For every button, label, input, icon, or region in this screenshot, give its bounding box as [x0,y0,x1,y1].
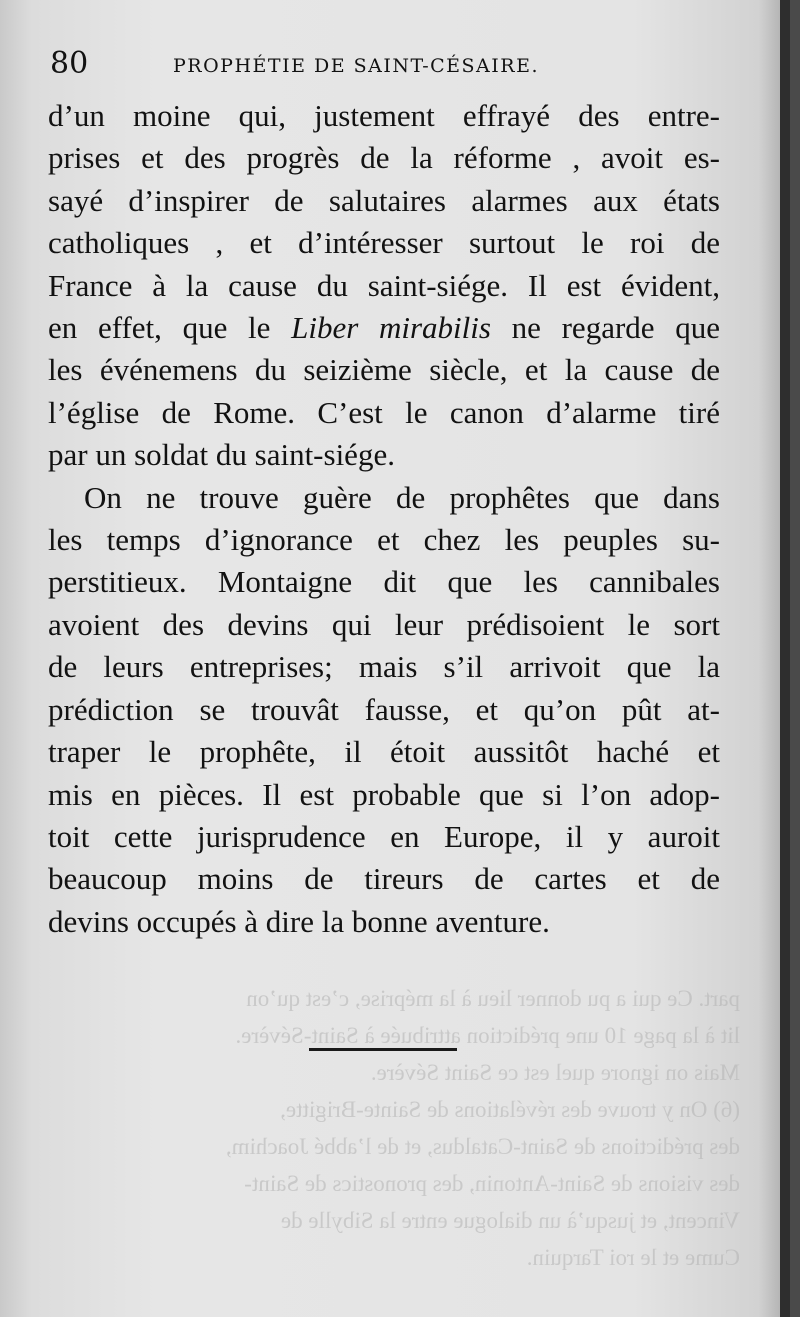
text-line: prises et des progrès de la réforme , avoit es- [48,140,720,176]
text-line: sayé d’inspirer de salutaires alarmes aux états [48,182,720,218]
ghost-line: Vincent, et jusqu’à un dialogue entre la Sibylle de [280,1208,740,1233]
running-head: PROPHÉTIE DE SAINT-CÉSAIRE. [173,55,539,77]
paragraph [48,477,720,943]
text-line: toit cette jurisprudence en Europe, il y auroit [48,818,720,854]
text-line: d’un moine qui, justement effrayé des entre- [48,98,720,133]
text-line: de leurs entreprises; mais s’il arrivoit que la [48,649,720,685]
text-segment: en effet, que le [48,310,292,346]
bleed-through-text [40,980,740,1276]
text-line [48,307,720,349]
text-line: beaucoup moins de tireurs de cartes et de [48,861,720,897]
book-gutter-edge [780,0,790,1317]
ghost-line: Cume et le roi Tarquin. [526,1245,740,1270]
paragraph [48,95,720,477]
text-line: traper le prophête, il étoit aussitôt haché et [48,734,720,770]
ghost-line: des visions de Saint-Antonin, des pronostics de Saint- [244,1171,740,1196]
page-number: 80 [50,46,89,81]
text-line: avoient des devins qui leur prédisoient le sort [48,606,720,642]
text-line: par un soldat du saint-siége. [48,437,395,473]
text-line: les temps d’ignorance et chez les peuples su- [48,522,720,558]
ghost-line: (6) On y trouve des révélations de Sainte-Brigitte, [280,1097,740,1122]
body-text [48,95,720,943]
ghost-line: part. Ce qui a pu donner lieu à la méprise, c’est qu’on [246,986,740,1011]
ghost-line: lit à la page 10 une prédiction attribuée à Saint-Sévère. [235,1023,740,1048]
ghost-line: Mais on ignore quel est ce Saint Sévère. [370,1060,740,1085]
text-line: les événemens du seizième siècle, et la cause de [48,352,720,388]
text-line: perstitieux. Montaigne dit que les cannibales [48,564,720,600]
book-title: Liber mirabilis [291,310,491,346]
ghost-line: des prédictions de Saint-Cataldus, et de l’abbé Joachim, [225,1134,740,1159]
text-line: devins occupés à dire la bonne aventure. [48,903,550,939]
text-segment: ne regarde que [490,310,720,346]
text-line: France à la cause du saint-siége. Il est évident, [48,267,720,303]
text-line: l’église de Rome. C’est le canon d’alarme tiré [48,394,720,430]
text-line: prédiction se trouvât fausse, et qu’on pût at- [48,691,720,727]
text-line: mis en pièces. Il est probable que si l’on adop- [48,776,720,812]
text-line: On ne trouve guère de prophêtes que dans [84,479,720,515]
text-line: catholiques , et d’intéresser surtout le roi de [48,225,720,261]
page-header [50,44,750,84]
